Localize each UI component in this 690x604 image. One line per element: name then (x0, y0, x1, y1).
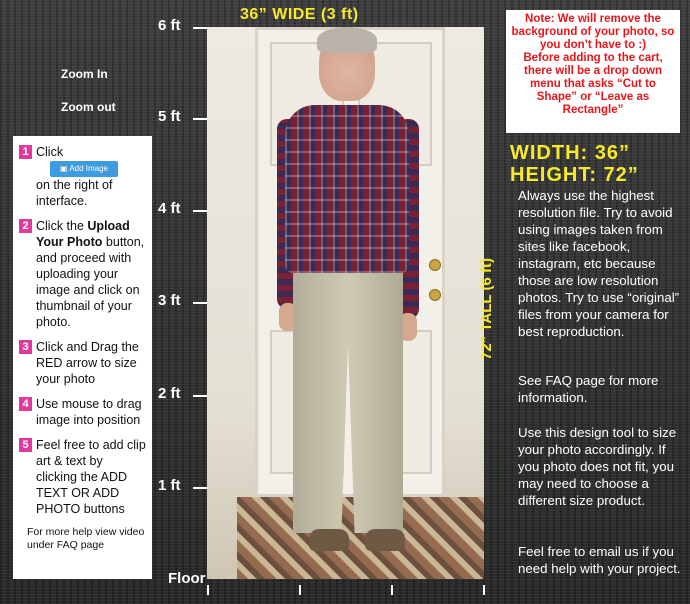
person-shirt (285, 105, 409, 273)
note-line-2: Before adding to the cart, there will be a drop down menu that asks “Cut to Shape” or “Leave as Rectangle” (523, 52, 663, 116)
width-dimension: WIDTH: 36” (510, 142, 630, 164)
width-label: 36” WIDE (3 ft) (240, 6, 359, 23)
add-image-label: Add Image (69, 163, 109, 173)
ruler-tick (193, 210, 207, 212)
step-text: button, and proceed with uploading your image and click on thumbnail of your photo. (36, 234, 145, 329)
photo-canvas[interactable] (207, 27, 484, 579)
ruler-tick (193, 302, 207, 304)
instruction-step-1 (19, 144, 146, 209)
instruction-step-4 (19, 396, 146, 428)
bottom-tick (483, 585, 485, 595)
upload-photo-label: Upload Your Photo (36, 218, 130, 249)
step-text: Click the (36, 218, 88, 233)
step-text: Use mouse to drag image into position (36, 396, 142, 427)
ruler-label-2ft: 2 ft (158, 385, 181, 402)
door-knob (429, 259, 441, 271)
instruction-step-5 (19, 437, 146, 517)
step-number: 3 (19, 340, 32, 354)
ruler-tick (193, 27, 207, 29)
zoom-in-button[interactable]: Zoom In (61, 67, 108, 81)
step-text: Click and Drag the RED arrow to size your photo (36, 339, 139, 386)
step-number: 4 (19, 397, 32, 411)
step-text: Feel free to add clip art & text by clicking the ADD TEXT OR ADD PHOTO buttons (36, 437, 146, 516)
step-number: 2 (19, 219, 32, 233)
ruler-label-5ft: 5 ft (158, 108, 181, 125)
bottom-tick (207, 585, 209, 595)
add-image-button[interactable]: ▣ Add Image (50, 161, 118, 177)
ruler-label-3ft: 3 ft (158, 292, 181, 309)
height-dimension: HEIGHT: 72” (510, 164, 639, 186)
step-number: 1 (19, 145, 32, 159)
background-removal-note (506, 10, 680, 133)
info-email: Feel free to email us if you need help with your project. (518, 544, 681, 576)
info-faq: See FAQ page for more information. (518, 373, 659, 405)
step-text: on the right of interface. (36, 177, 113, 208)
ruler-label-4ft: 4 ft (158, 200, 181, 217)
ruler-label-1ft: 1 ft (158, 477, 181, 494)
height-vertical-label: 72” TALL (6 ft) (478, 258, 495, 360)
ruler-tick (193, 118, 207, 120)
bottom-tick (299, 585, 301, 595)
ruler-label-6ft: 6 ft (158, 17, 181, 34)
person-shoe-right (365, 529, 405, 551)
bottom-tick (391, 585, 393, 595)
ruler-tick (193, 395, 207, 397)
instruction-step-2 (19, 218, 146, 330)
step-number: 5 (19, 438, 32, 452)
instructions-panel (13, 136, 152, 579)
floor-label: Floor (168, 570, 206, 587)
info-resolution: Always use the highest resolution file. Try to avoid using images taken from sites like facebook, instagram, etc because those are low resolution photos. Try to use “original” files from your camera for best reproduction. (518, 188, 680, 339)
note-line-1: Note: We will remove the background of your photo, so you don’t have to :) (511, 13, 675, 51)
person-hair (317, 27, 377, 53)
instruction-step-3 (19, 339, 146, 387)
door-knob (429, 289, 441, 301)
info-size: Use this design tool to size your photo accordingly. If you photo does not fit, you may need to choose a different size product. (518, 425, 677, 508)
help-text: For more help view video under FAQ page (27, 525, 145, 551)
ruler-tick (193, 487, 207, 489)
person-shoe-left (309, 529, 349, 551)
step-text: Click (36, 145, 64, 159)
zoom-out-button[interactable]: Zoom out (61, 100, 116, 114)
